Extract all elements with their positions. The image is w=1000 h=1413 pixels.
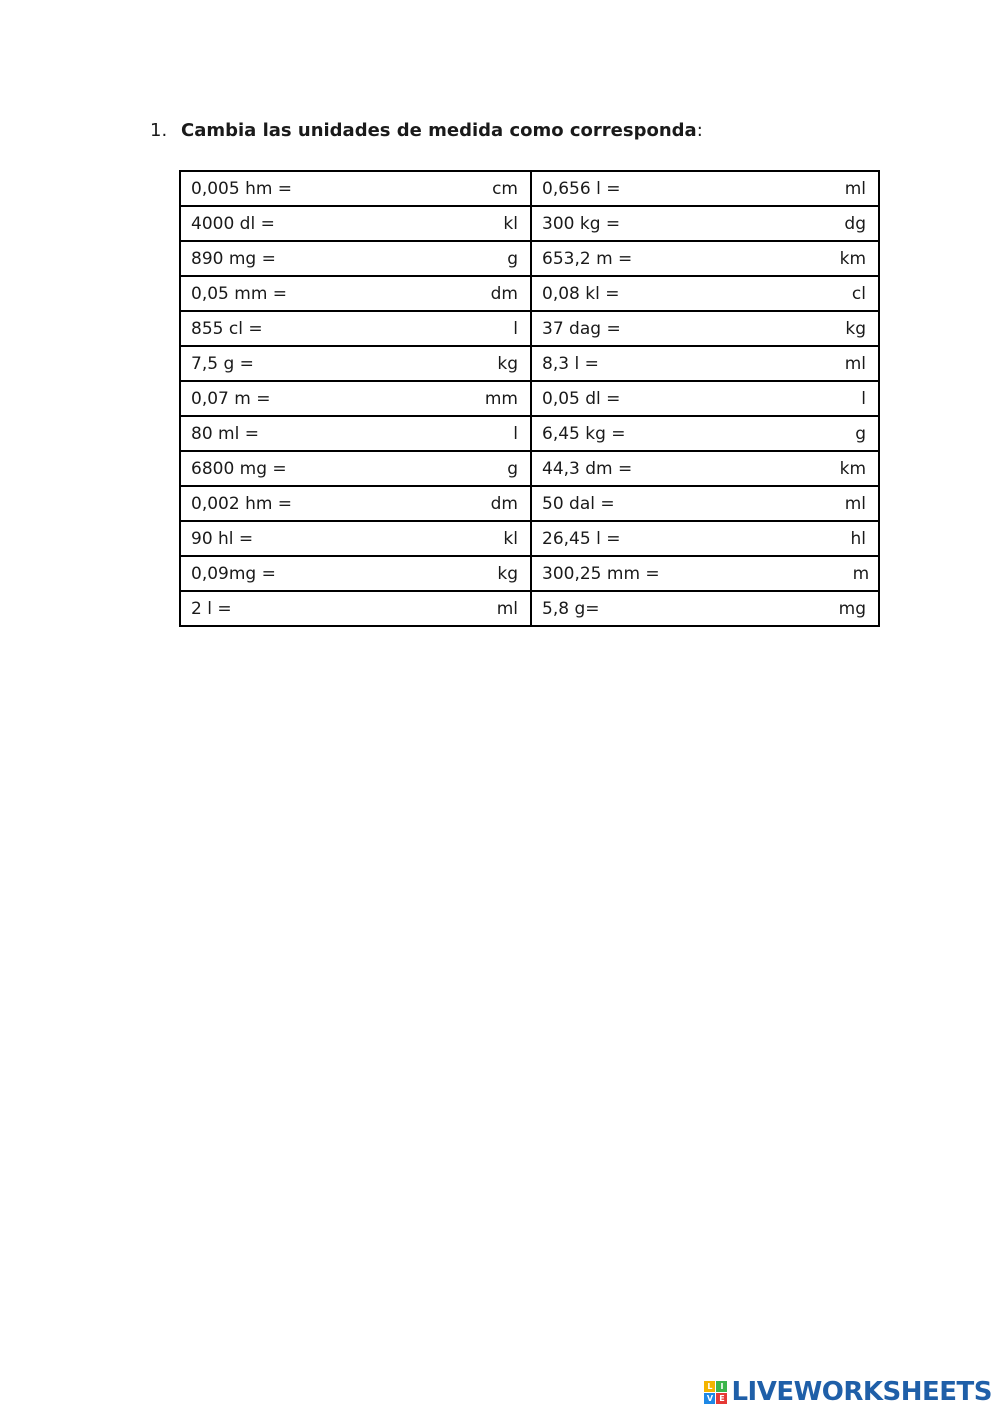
table-row xyxy=(180,556,879,591)
conversion-table xyxy=(179,170,880,627)
answer-input[interactable] xyxy=(621,490,839,518)
conversion-cell-right xyxy=(531,486,879,521)
table-row xyxy=(180,591,879,626)
answer-input[interactable] xyxy=(632,420,850,448)
answer-input[interactable] xyxy=(626,210,838,238)
answer-input[interactable] xyxy=(276,385,478,413)
conversion-cell-right xyxy=(531,311,879,346)
conversion-expression: 0,07 m = xyxy=(191,388,271,409)
brand-wordmark: LIVEWORKSHEETS xyxy=(731,1377,992,1407)
table-row xyxy=(180,521,879,556)
conversion-cell-right xyxy=(531,171,879,206)
conversion-expression: 300 kg = xyxy=(542,213,621,234)
answer-input[interactable] xyxy=(238,595,491,623)
target-unit: km xyxy=(839,248,866,269)
exercise-heading xyxy=(150,120,703,141)
conversion-expression: 890 mg = xyxy=(191,248,276,269)
answer-input[interactable] xyxy=(298,490,485,518)
target-unit: mm xyxy=(484,388,518,409)
target-unit: hl xyxy=(850,528,866,549)
conversion-expression: 0,09mg = xyxy=(191,563,276,584)
table-row xyxy=(180,486,879,521)
target-unit: kg xyxy=(845,318,866,339)
conversion-cell-right xyxy=(531,381,879,416)
logo-letter: V xyxy=(704,1393,715,1404)
target-unit: ml xyxy=(496,598,518,619)
target-unit: kg xyxy=(497,563,518,584)
target-unit: kl xyxy=(503,528,518,549)
answer-input[interactable] xyxy=(265,420,507,448)
table-row xyxy=(180,276,879,311)
conversion-cell-left xyxy=(180,416,531,451)
table-row xyxy=(180,171,879,206)
answer-input[interactable] xyxy=(282,560,492,588)
table-row xyxy=(180,346,879,381)
conversion-expression: 5,8 g= xyxy=(542,598,600,619)
conversion-expression: 90 hl = xyxy=(191,528,254,549)
conversion-cell-left xyxy=(180,521,531,556)
exercise-title-colon: : xyxy=(696,120,703,141)
table-row xyxy=(180,381,879,416)
conversion-cell-left xyxy=(180,241,531,276)
conversion-cell-right xyxy=(531,591,879,626)
conversion-cell-left xyxy=(180,381,531,416)
target-unit: cm xyxy=(492,178,518,199)
liveworksheets-logo-icon xyxy=(704,1381,727,1404)
table-row xyxy=(180,241,879,276)
logo-letter: I xyxy=(716,1381,727,1392)
conversion-expression: 44,3 dm = xyxy=(542,458,633,479)
conversion-cell-left xyxy=(180,556,531,591)
table-row xyxy=(180,206,879,241)
conversion-cell-right xyxy=(531,556,879,591)
conversion-cell-left xyxy=(180,486,531,521)
conversion-expression: 4000 dl = xyxy=(191,213,275,234)
conversion-cell-right xyxy=(531,416,879,451)
answer-input[interactable] xyxy=(260,350,491,378)
conversion-expression: 0,08 kl = xyxy=(542,283,620,304)
answer-input[interactable] xyxy=(625,280,845,308)
conversion-cell-right xyxy=(531,521,879,556)
exercise-number: 1. xyxy=(150,120,168,141)
conversion-expression: 8,3 l = xyxy=(542,353,599,374)
conversion-expression: 26,45 l = xyxy=(542,528,621,549)
target-unit: dm xyxy=(490,493,518,514)
target-unit: km xyxy=(839,458,866,479)
target-unit: l xyxy=(513,423,518,444)
target-unit: l xyxy=(861,388,866,409)
conversion-expression: 80 ml = xyxy=(191,423,259,444)
answer-input[interactable] xyxy=(626,525,844,553)
conversion-expression: 6,45 kg = xyxy=(542,423,626,444)
target-unit: kl xyxy=(503,213,518,234)
conversion-cell-left xyxy=(180,171,531,206)
exercise-title: Cambia las unidades de medida como corresponda xyxy=(181,120,697,141)
answer-input[interactable] xyxy=(293,455,502,483)
conversion-cell-left xyxy=(180,451,531,486)
conversion-expression: 6800 mg = xyxy=(191,458,287,479)
conversion-expression: 2 l = xyxy=(191,598,232,619)
answer-input[interactable] xyxy=(605,595,832,623)
target-unit: ml xyxy=(844,493,866,514)
answer-input[interactable] xyxy=(298,175,486,203)
liveworksheets-brand xyxy=(704,1377,992,1407)
target-unit: dm xyxy=(490,283,518,304)
conversion-expression: 50 dal = xyxy=(542,493,615,514)
conversion-expression: 7,5 g = xyxy=(191,353,254,374)
answer-input[interactable] xyxy=(666,560,847,588)
conversion-cell-left xyxy=(180,591,531,626)
conversion-expression: 0,005 hm = xyxy=(191,178,293,199)
logo-letter: L xyxy=(704,1381,715,1392)
answer-input[interactable] xyxy=(626,175,838,203)
target-unit: l xyxy=(513,318,518,339)
answer-input[interactable] xyxy=(282,245,501,273)
conversion-cell-left xyxy=(180,311,531,346)
conversion-expression: 37 dag = xyxy=(542,318,621,339)
target-unit: cl xyxy=(851,283,866,304)
answer-input[interactable] xyxy=(293,280,485,308)
conversion-expression: 855 cl = xyxy=(191,318,263,339)
table-row xyxy=(180,451,879,486)
conversion-cell-left xyxy=(180,346,531,381)
answer-input[interactable] xyxy=(638,245,833,273)
conversion-expression: 653,2 m = xyxy=(542,248,633,269)
conversion-expression: 300,25 mm = xyxy=(542,563,660,584)
conversion-cell-right xyxy=(531,206,879,241)
conversion-cell-left xyxy=(180,206,531,241)
conversion-cell-right xyxy=(531,241,879,276)
table-row xyxy=(180,416,879,451)
table-row xyxy=(180,311,879,346)
logo-letter: E xyxy=(716,1393,727,1404)
answer-input[interactable] xyxy=(638,455,833,483)
target-unit: dg xyxy=(844,213,866,234)
target-unit: kg xyxy=(497,353,518,374)
conversion-expression: 0,05 mm = xyxy=(191,283,288,304)
conversion-expression: 0,002 hm = xyxy=(191,493,293,514)
target-unit: g xyxy=(507,458,518,479)
target-unit: ml xyxy=(844,353,866,374)
target-unit: g xyxy=(855,423,866,444)
answer-input[interactable] xyxy=(281,210,498,238)
answer-input[interactable] xyxy=(269,315,508,343)
target-unit: m xyxy=(852,563,870,584)
conversion-cell-right xyxy=(531,276,879,311)
answer-input[interactable] xyxy=(605,350,839,378)
target-unit: g xyxy=(507,248,518,269)
conversion-cell-right xyxy=(531,451,879,486)
conversion-expression: 0,05 dl = xyxy=(542,388,621,409)
conversion-cell-left xyxy=(180,276,531,311)
answer-input[interactable] xyxy=(627,315,840,343)
answer-input[interactable] xyxy=(259,525,497,553)
target-unit: mg xyxy=(838,598,866,619)
answer-input[interactable] xyxy=(626,385,855,413)
conversion-cell-right xyxy=(531,346,879,381)
conversion-expression: 0,656 l = xyxy=(542,178,621,199)
target-unit: ml xyxy=(844,178,866,199)
